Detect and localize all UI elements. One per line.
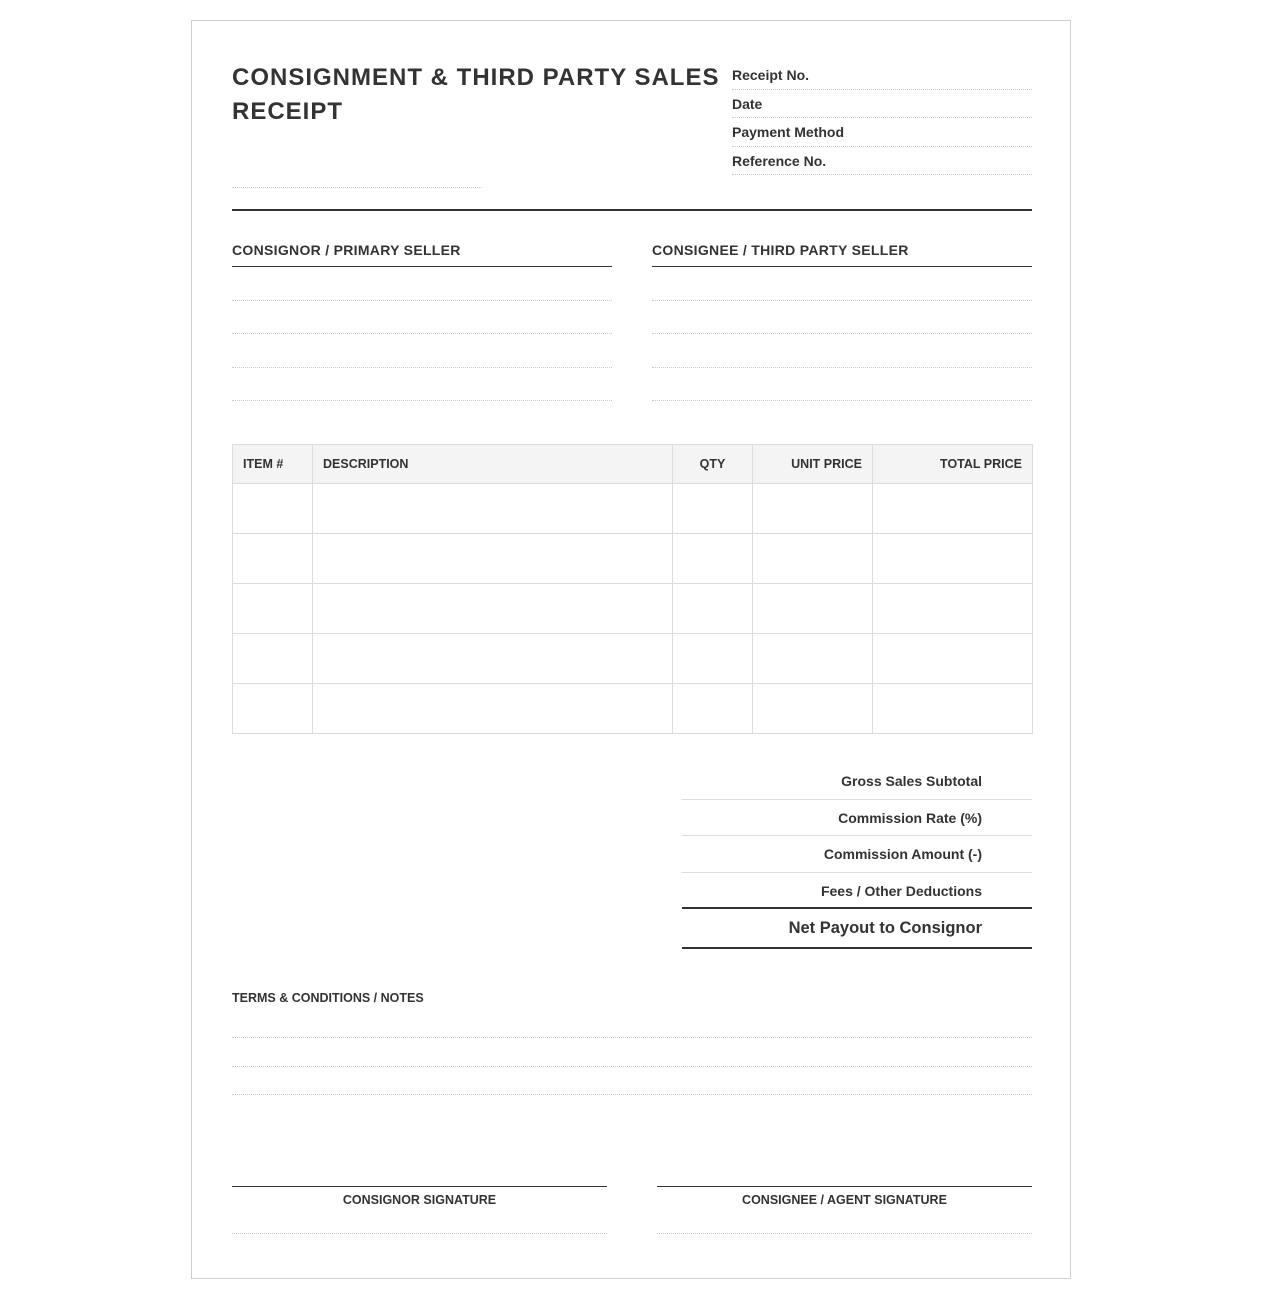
- commission-rate-row[interactable]: [682, 800, 1032, 837]
- unit-price-cell[interactable]: [753, 534, 873, 584]
- gross-sales-subtotal-label: Gross Sales Subtotal: [841, 773, 982, 789]
- consignor-signature-block: [232, 1186, 607, 1234]
- qty-cell[interactable]: [673, 534, 753, 584]
- qty-cell[interactable]: [673, 584, 753, 634]
- column-header-item-number: ITEM #: [233, 445, 313, 484]
- consignee-section: [652, 241, 1032, 401]
- table-row: [233, 584, 1033, 634]
- total-price-cell[interactable]: [873, 634, 1033, 684]
- commission-rate-label: Commission Rate (%): [838, 809, 982, 826]
- consignee-line-3[interactable]: [652, 334, 1032, 368]
- unit-price-cell[interactable]: [753, 634, 873, 684]
- table-row: [233, 534, 1033, 584]
- net-payout-label: Net Payout to Consignor: [788, 919, 982, 937]
- total-price-cell[interactable]: [873, 584, 1033, 634]
- commission-amount-row[interactable]: [682, 836, 1032, 873]
- column-header-description: DESCRIPTION: [313, 445, 673, 484]
- items-table: [232, 444, 1033, 734]
- consignor-signature-label: CONSIGNOR SIGNATURE: [342, 1193, 497, 1207]
- fees-other-deductions-row[interactable]: [682, 873, 1032, 910]
- consignor-line-3[interactable]: [232, 334, 612, 368]
- consignor-heading: CONSIGNOR / PRIMARY SELLER: [232, 241, 612, 267]
- consignee-heading: CONSIGNEE / THIRD PARTY SELLER: [652, 241, 1032, 267]
- consignee-line-2[interactable]: [652, 301, 1032, 335]
- unit-price-cell[interactable]: [753, 684, 873, 734]
- column-header-unit-price: UNIT PRICE: [753, 445, 873, 484]
- notes-line-3[interactable]: [232, 1094, 1032, 1095]
- notes-line-2[interactable]: [232, 1066, 1032, 1067]
- consignor-line-2[interactable]: [232, 301, 612, 335]
- description-cell[interactable]: [313, 534, 673, 584]
- consignor-line-1[interactable]: [232, 267, 612, 301]
- item-number-cell[interactable]: [233, 534, 313, 584]
- column-header-qty: QTY: [673, 445, 753, 484]
- reference-no-label: Reference No.: [732, 152, 827, 169]
- consignee-line-1[interactable]: [652, 267, 1032, 301]
- description-cell[interactable]: [313, 484, 673, 534]
- consignor-line-4[interactable]: [232, 368, 612, 402]
- consignee-signature-block: [657, 1186, 1032, 1234]
- table-row: [233, 484, 1033, 534]
- gross-sales-subtotal-row[interactable]: [682, 763, 1032, 800]
- qty-cell[interactable]: [673, 634, 753, 684]
- total-price-cell[interactable]: [873, 484, 1033, 534]
- description-cell[interactable]: [313, 584, 673, 634]
- item-number-cell[interactable]: [233, 484, 313, 534]
- payment-method-label: Payment Method: [732, 124, 845, 140]
- consignee-signature-date-line[interactable]: [657, 1233, 1032, 1234]
- receipt-no-label: Receipt No.: [732, 67, 810, 83]
- reference-no-field[interactable]: [732, 147, 1032, 176]
- table-row: [233, 684, 1033, 734]
- consignee-line-4[interactable]: [652, 368, 1032, 402]
- total-price-cell[interactable]: [873, 684, 1033, 734]
- date-label: Date: [732, 95, 763, 112]
- consignor-signature-date-line[interactable]: [232, 1233, 607, 1234]
- qty-cell[interactable]: [673, 684, 753, 734]
- payment-method-field[interactable]: [732, 118, 1032, 147]
- description-cell[interactable]: [313, 634, 673, 684]
- unit-price-cell[interactable]: [753, 584, 873, 634]
- commission-amount-label: Commission Amount (-): [823, 846, 982, 862]
- total-price-cell[interactable]: [873, 534, 1033, 584]
- table-row: [233, 634, 1033, 684]
- receipt-no-field[interactable]: [732, 61, 1032, 90]
- column-header-total-price: TOTAL PRICE: [873, 445, 1033, 484]
- receipt-meta-fields: [732, 61, 1032, 175]
- net-payout-row[interactable]: [682, 909, 1032, 949]
- qty-cell[interactable]: [673, 484, 753, 534]
- notes-heading: TERMS & CONDITIONS / NOTES: [232, 991, 424, 1005]
- notes-line-1[interactable]: [232, 1037, 1032, 1038]
- totals-section: [682, 763, 1032, 949]
- description-cell[interactable]: [313, 684, 673, 734]
- item-number-cell[interactable]: [233, 684, 313, 734]
- date-field[interactable]: [732, 90, 1032, 119]
- items-header-row: [233, 445, 1033, 484]
- receipt-sheet: [191, 20, 1071, 1279]
- fees-other-deductions-label: Fees / Other Deductions: [820, 882, 982, 899]
- consignor-section: [232, 241, 612, 401]
- title-underline-field[interactable]: [232, 187, 482, 188]
- unit-price-cell[interactable]: [753, 484, 873, 534]
- item-number-cell[interactable]: [233, 584, 313, 634]
- document-title: CONSIGNMENT & THIRD PARTY SALES RECEIPT: [232, 64, 720, 125]
- consignee-signature-label: CONSIGNEE / AGENT SIGNATURE: [742, 1193, 947, 1207]
- item-number-cell[interactable]: [233, 634, 313, 684]
- header-divider: [232, 209, 1032, 211]
